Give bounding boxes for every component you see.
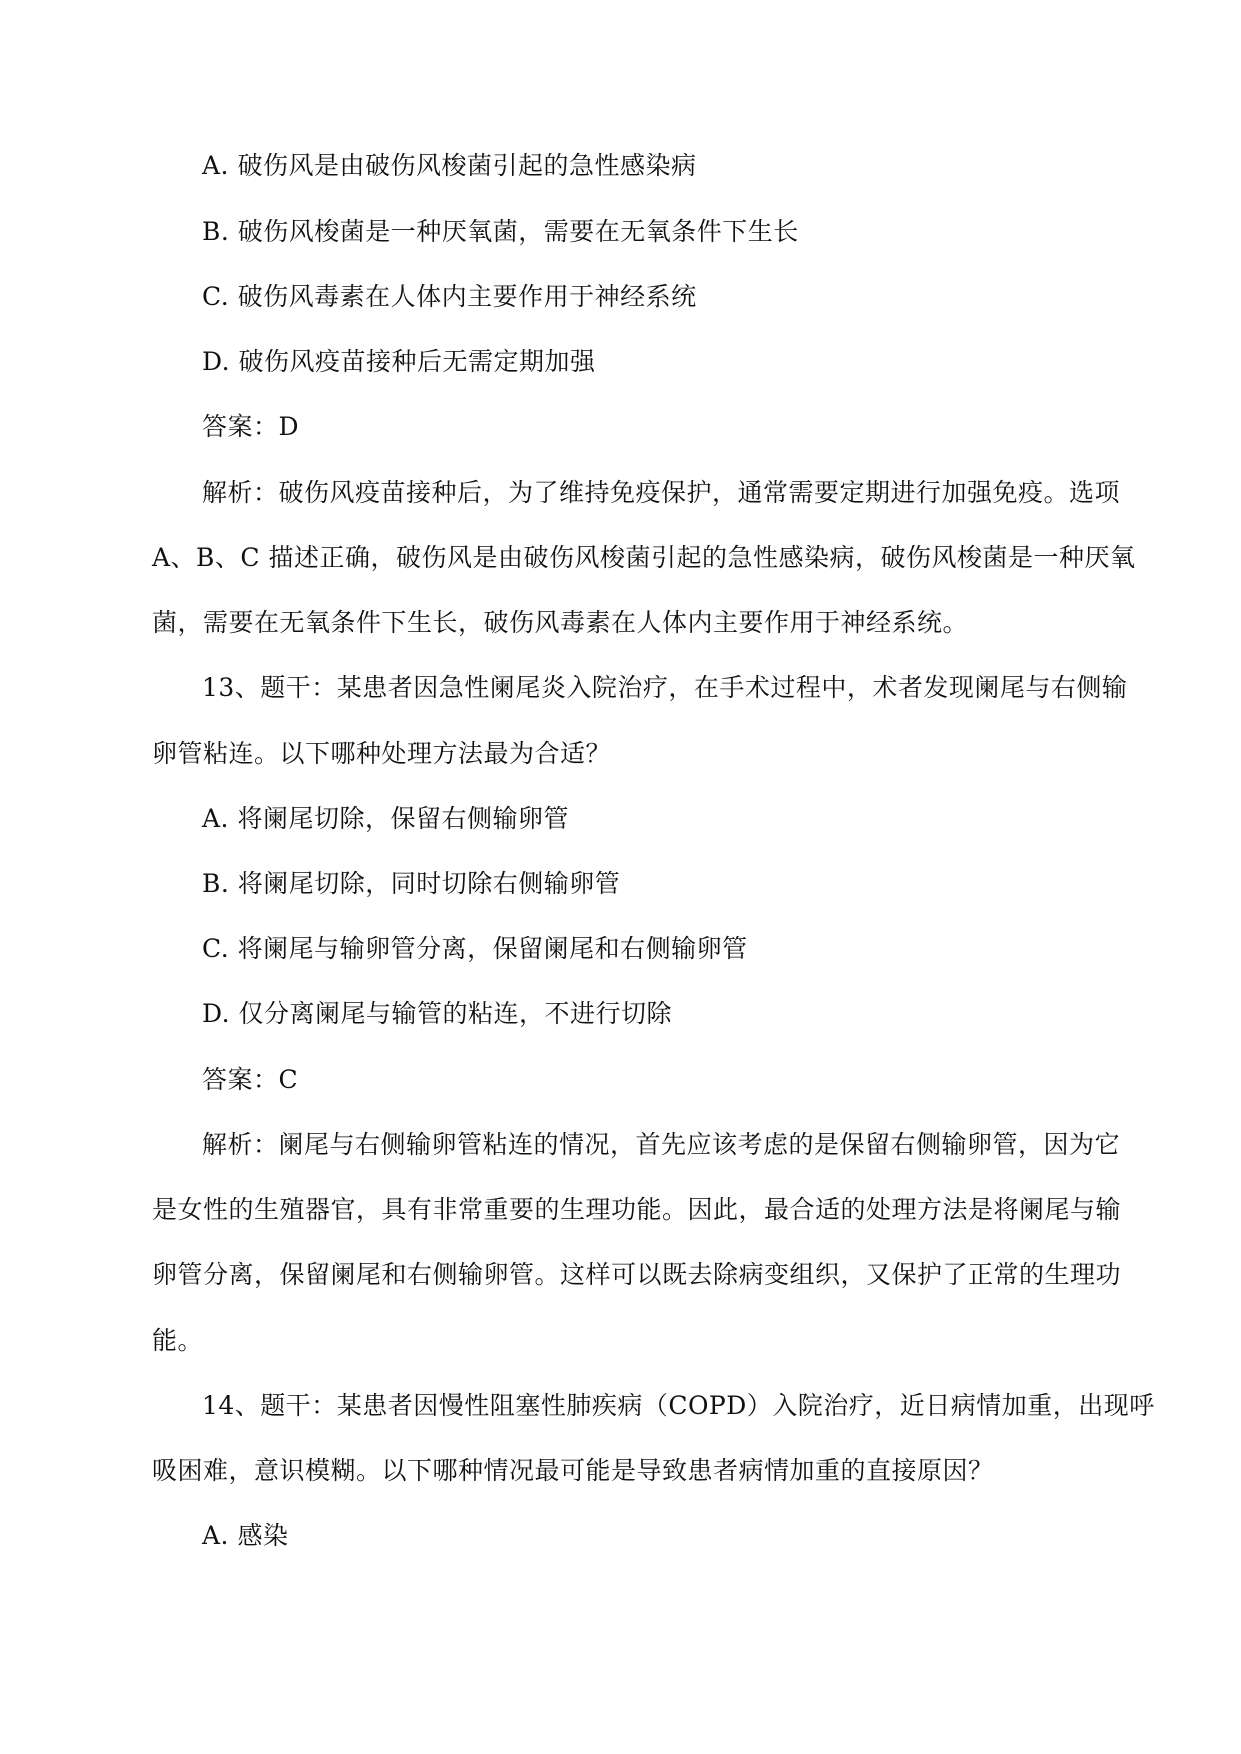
q13-analysis-line-3: 卵管分离，保留阑尾和右侧输卵管。这样可以既去除病变组织，又保护了正常的生理功 [152,1260,1122,1289]
q13-stem-line-2: 卵管粘连。以下哪种处理方法最为合适？ [152,739,612,768]
q14-option-a: A. 感染 [202,1521,289,1550]
q13-option-c: C. 将阑尾与输卵管分离，保留阑尾和右侧输卵管 [202,934,748,963]
q12-option-b: B. 破伤风梭菌是一种厌氧菌，需要在无氧条件下生长 [202,217,799,246]
q13-analysis-line-4: 能。 [152,1326,204,1355]
q13-analysis-line-2: 是女性的生殖器官，具有非常重要的生理功能。因此，最合适的处理方法是将阑尾与输 [152,1195,1122,1224]
q12-option-a: A. 破伤风是由破伤风梭菌引起的急性感染病 [202,151,697,180]
q13-option-a: A. 将阑尾切除，保留右侧输卵管 [202,804,569,833]
q12-answer: 答案：D [202,412,300,441]
q14-stem-line-2: 吸困难，意识模糊。以下哪种情况最可能是导致患者病情加重的直接原因？ [152,1456,994,1485]
q13-option-b: B. 将阑尾切除，同时切除右侧输卵管 [202,869,621,898]
q12-analysis-line-2: A、B、C 描述正确，破伤风是由破伤风梭菌引起的急性感染病，破伤风梭菌是一种厌氧 [152,543,1136,572]
q12-option-d: D. 破伤风疫苗接种后无需定期加强 [202,347,596,376]
q13-stem-line-1: 13、题干：某患者因急性阑尾炎入院治疗，在手术过程中，术者发现阑尾与右侧输 [202,673,1128,702]
q12-option-c: C. 破伤风毒素在人体内主要作用于神经系统 [202,282,697,311]
q12-analysis-line-1: 解析：破伤风疫苗接种后，为了维持免疫保护，通常需要定期进行加强免疫。选项 [202,478,1121,507]
q13-answer: 答案：C [202,1065,299,1094]
q13-analysis-line-1: 解析：阑尾与右侧输卵管粘连的情况，首先应该考虑的是保留右侧输卵管，因为它 [202,1130,1121,1159]
q13-option-d: D. 仅分离阑尾与输管的粘连，不进行切除 [202,999,673,1028]
q14-stem-line-1: 14、题干：某患者因慢性阻塞性肺疾病（COPD）入院治疗，近日病情加重，出现呼 [202,1391,1155,1420]
q12-analysis-line-3: 菌，需要在无氧条件下生长，破伤风毒素在人体内主要作用于神经系统。 [152,608,969,637]
